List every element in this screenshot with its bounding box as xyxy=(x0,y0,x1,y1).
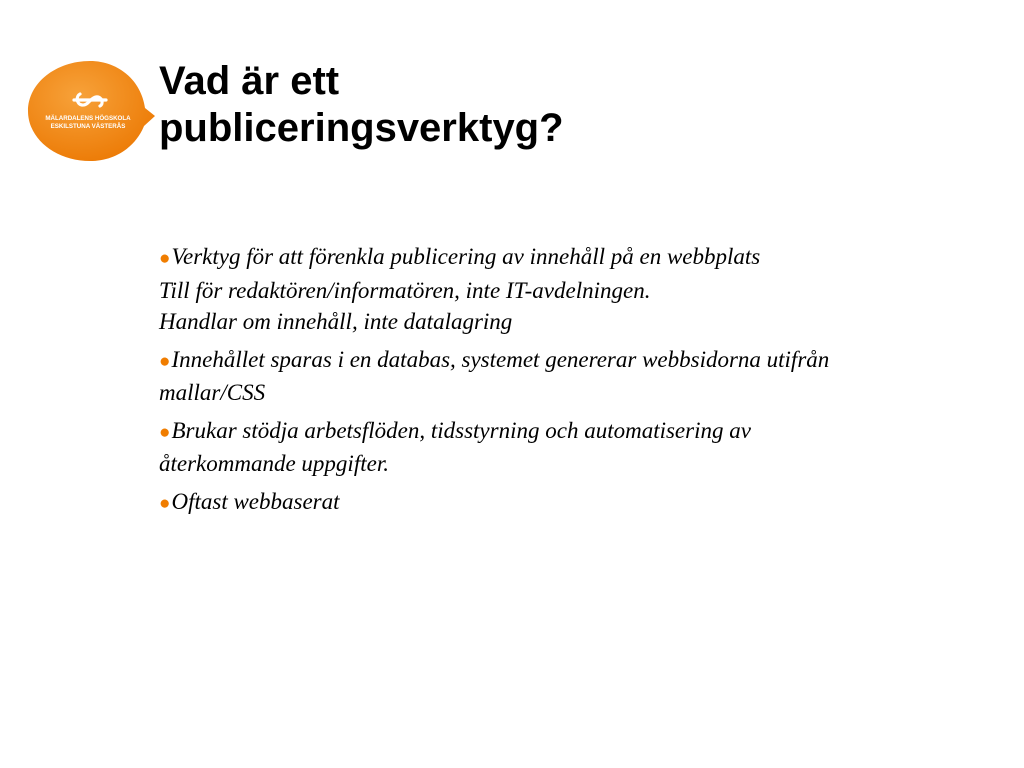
bullet-item xyxy=(159,486,839,520)
bullet-dot-icon: ● xyxy=(159,248,171,269)
logo-text-line1: MÄLARDALENS HÖGSKOLA xyxy=(45,115,131,122)
bullet-text: Handlar om innehåll, inte datalagring xyxy=(159,309,513,334)
bullet-item xyxy=(159,344,839,409)
bullet-list xyxy=(159,241,839,525)
bullet-item xyxy=(159,415,839,480)
bullet-item xyxy=(159,241,839,338)
title-line-2: publiceringsverktyg? xyxy=(159,106,564,150)
title-line-1: Vad är ett xyxy=(159,59,340,103)
bullet-dot-icon: ● xyxy=(159,421,171,443)
bullet-text: Brukar stödja arbetsflöden, tidsstyrning och automatisering av återkommande uppgifter. xyxy=(159,417,751,476)
logo-emblem-icon xyxy=(24,58,156,164)
bullet-dot-icon: ● xyxy=(159,492,171,514)
bullet-text: Till för redaktören/informatören, inte IT-avdelningen. xyxy=(159,277,651,303)
logo-text-line2: ESKILSTUNA VÄSTERÅS xyxy=(50,123,126,130)
bullet-text: Oftast webbaserat xyxy=(171,488,340,514)
bullet-dot-icon: ● xyxy=(159,350,171,372)
bullet-text: Verktyg för att förenkla publicering av innehåll på en webbplats xyxy=(171,244,761,269)
slide-title xyxy=(159,58,859,152)
university-logo xyxy=(24,58,156,164)
bullet-text: Innehållet sparas i en databas, systemet genererar webbsidorna utifrån mallar/CSS xyxy=(159,346,830,405)
